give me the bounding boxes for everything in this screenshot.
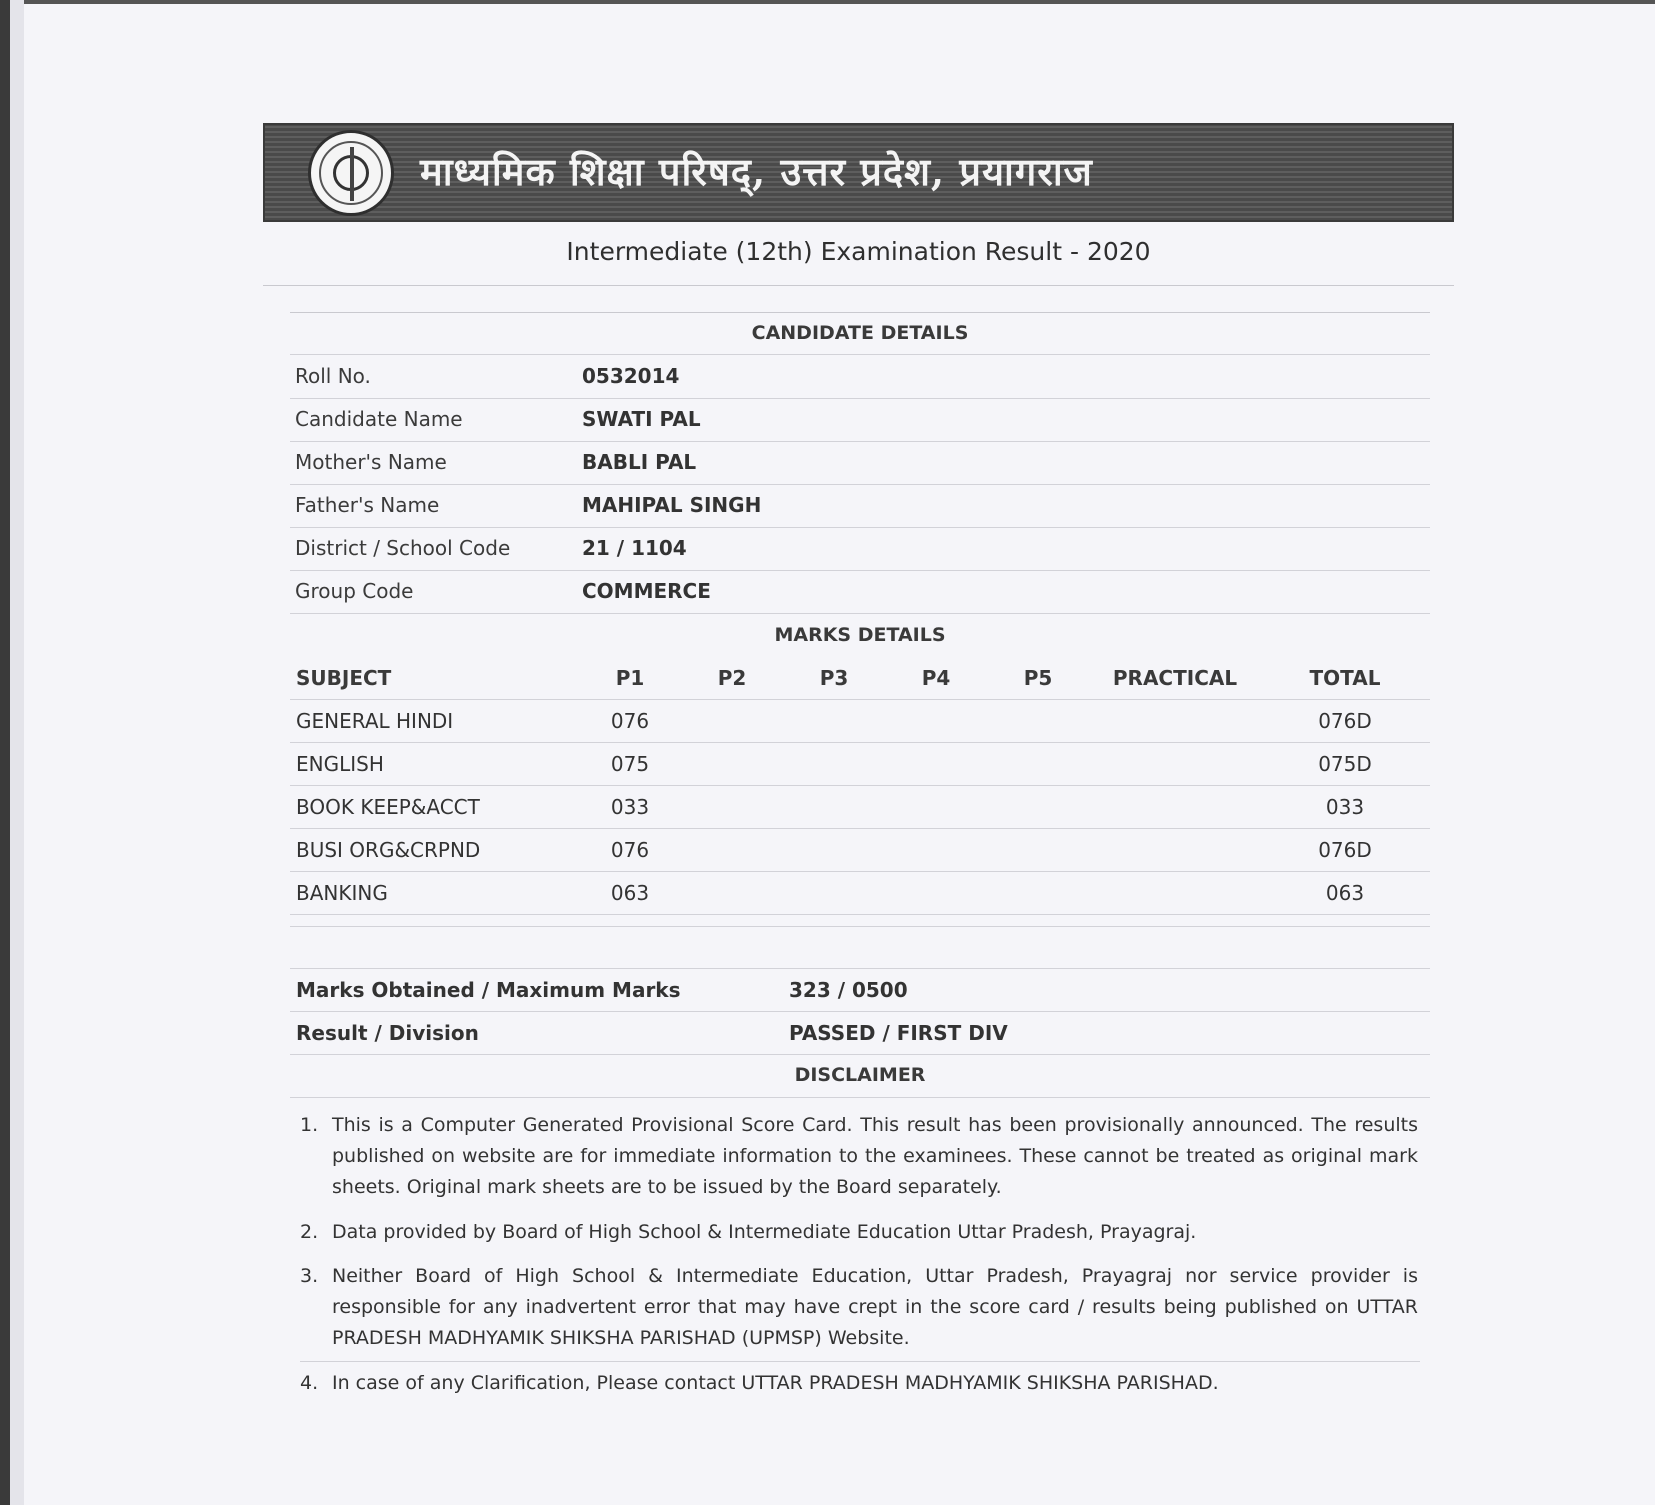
disclaimer-number: 1. bbox=[300, 1114, 319, 1136]
col-p4-header: P4 bbox=[921, 666, 951, 690]
district-school-code-value: 21 / 1104 bbox=[582, 536, 687, 560]
roll-no-value: 0532014 bbox=[582, 364, 680, 388]
mother-name-label: Mother's Name bbox=[295, 450, 447, 474]
disclaimer-item bbox=[300, 1110, 1420, 1205]
scan-margin-left bbox=[10, 0, 24, 1505]
disclaimer-item bbox=[300, 1368, 1420, 1400]
total-cell: 076D bbox=[1318, 709, 1372, 733]
page-title: Intermediate (12th) Examination Result - 2020 bbox=[566, 237, 1151, 266]
total-cell: 076D bbox=[1318, 838, 1372, 862]
disclaimer-text: Data provided by Board of High School & Intermediate Education Uttar Pradesh, Prayagraj. bbox=[332, 1221, 1197, 1243]
mother-name-value: BABLI PAL bbox=[582, 450, 697, 474]
district-school-code-label: District / School Code bbox=[295, 536, 511, 560]
col-total-header: TOTAL bbox=[1309, 666, 1381, 690]
disclaimer-number: 4. bbox=[300, 1372, 319, 1394]
col-p1-header: P1 bbox=[615, 666, 645, 690]
divider bbox=[263, 285, 1454, 286]
col-p2-header: P2 bbox=[717, 666, 747, 690]
col-p5-header: P5 bbox=[1023, 666, 1053, 690]
disclaimer-text: In case of any Clarification, Please contact UTTAR PRADESH MADHYAMIK SHIKSHA PARISHAD. bbox=[332, 1372, 1219, 1394]
divider bbox=[290, 1097, 1430, 1098]
father-name-value: MAHIPAL SINGH bbox=[582, 493, 762, 517]
divider bbox=[290, 699, 1430, 700]
p1-cell: 076 bbox=[610, 709, 650, 733]
subject-cell: BOOK KEEP&ACCT bbox=[296, 795, 480, 819]
total-cell: 075D bbox=[1318, 752, 1372, 776]
board-name: माध्यमिक शिक्षा परिषद्, उत्तर प्रदेश, प्रयागराज bbox=[420, 149, 1093, 194]
subject-cell: BANKING bbox=[296, 881, 388, 905]
upmsp-emblem-icon bbox=[308, 130, 394, 216]
disclaimer-number: 2. bbox=[300, 1221, 319, 1243]
subject-cell: ENGLISH bbox=[296, 752, 384, 776]
p1-cell: 063 bbox=[610, 881, 650, 905]
divider bbox=[290, 871, 1430, 872]
disclaimer-heading: DISCLAIMER bbox=[794, 1064, 926, 1086]
col-p3-header: P3 bbox=[819, 666, 849, 690]
disclaimer-number: 3. bbox=[300, 1265, 319, 1287]
divider bbox=[290, 926, 1430, 927]
divider bbox=[300, 1361, 1420, 1362]
result-division-value: PASSED / FIRST DIV bbox=[789, 1021, 1008, 1045]
col-practical-header: PRACTICAL bbox=[1112, 666, 1238, 690]
p1-cell: 033 bbox=[610, 795, 650, 819]
disclaimer-item bbox=[300, 1217, 1420, 1249]
marks-details-heading: MARKS DETAILS bbox=[774, 624, 946, 646]
roll-no-label: Roll No. bbox=[295, 364, 371, 388]
divider bbox=[290, 914, 1430, 915]
group-code-value: COMMERCE bbox=[582, 579, 711, 603]
disclaimer-text: This is a Computer Generated Provisional Score Card. This result has been provisionally announced. The results published on website are for immediate information to the examinees. These cannot be treated as original mark sheets. Original mark sheets are to be issued by the Board separately. bbox=[332, 1114, 1418, 1198]
p1-cell: 076 bbox=[610, 838, 650, 862]
candidate-name-label: Candidate Name bbox=[295, 407, 463, 431]
divider bbox=[290, 742, 1430, 743]
divider bbox=[290, 613, 1430, 614]
marks-obtained-label: Marks Obtained / Maximum Marks bbox=[296, 978, 681, 1002]
total-cell: 033 bbox=[1325, 795, 1365, 819]
group-code-label: Group Code bbox=[295, 579, 414, 603]
subject-cell: GENERAL HINDI bbox=[296, 709, 454, 733]
total-cell: 063 bbox=[1325, 881, 1365, 905]
p1-cell: 075 bbox=[610, 752, 650, 776]
candidate-name-value: SWATI PAL bbox=[582, 407, 701, 431]
candidate-details-heading: CANDIDATE DETAILS bbox=[751, 322, 969, 344]
col-subject-header: SUBJECT bbox=[296, 666, 392, 690]
subject-cell: BUSI ORG&CRPND bbox=[296, 838, 481, 862]
disclaimer-item bbox=[300, 1261, 1420, 1356]
disclaimer-text: Neither Board of High School & Intermediate Education, Uttar Pradesh, Prayagraj nor service provider is responsible for any inadvertent error that may have crept in the score card / results being published on UTTAR PRADESH MADHYAMIK SHIKSHA PARISHAD (UPMSP) Website. bbox=[332, 1265, 1418, 1349]
marks-obtained-value: 323 / 0500 bbox=[789, 978, 908, 1002]
scan-edge-left bbox=[0, 0, 10, 1505]
result-division-label: Result / Division bbox=[296, 1021, 479, 1045]
father-name-label: Father's Name bbox=[295, 493, 440, 517]
